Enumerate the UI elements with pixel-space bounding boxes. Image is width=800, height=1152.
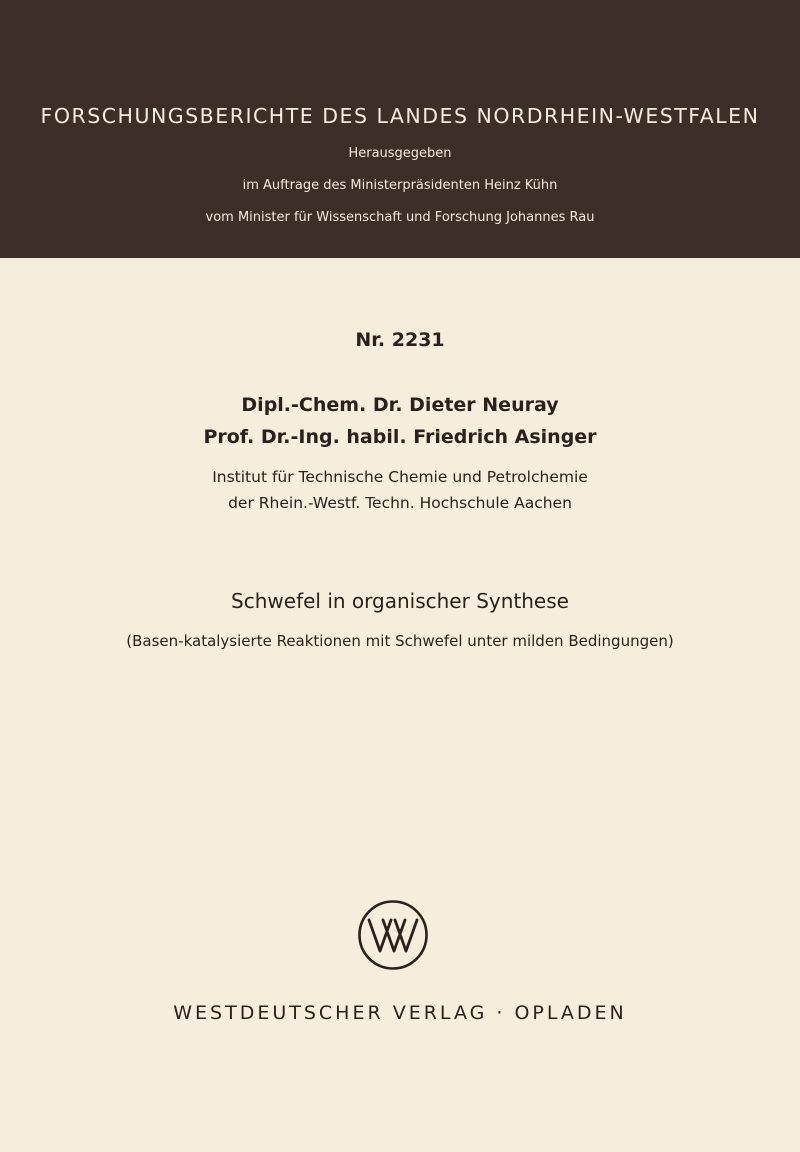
editor-line: Herausgegeben — [348, 146, 452, 161]
publisher-name: WESTDEUTSCHER VERLAG · OPLADEN — [173, 1002, 627, 1024]
minister-line: vom Minister für Wissenschaft und Forschung Johannes Rau — [205, 210, 595, 225]
book-subtitle: (Basen-katalysierte Reaktionen mit Schwefel unter milden Bedingungen) — [126, 632, 674, 650]
institute-line-2: der Rhein.-Westf. Techn. Hochschule Aachen — [228, 494, 572, 512]
ww-circle-logo-icon — [357, 899, 429, 971]
author-1: Dipl.-Chem. Dr. Dieter Neuray — [241, 394, 559, 416]
volume-number: Nr. 2231 — [355, 329, 445, 351]
book-title: Schwefel in organischer Synthese — [231, 589, 569, 613]
author-2: Prof. Dr.-Ing. habil. Friedrich Asinger — [203, 426, 597, 448]
header-band — [0, 0, 800, 258]
institute-line-1: Institut für Technische Chemie und Petrolchemie — [212, 468, 588, 486]
commission-line: im Auftrage des Ministerpräsidenten Heinz Kühn — [242, 178, 558, 193]
series-title: FORSCHUNGSBERICHTE DES LANDES NORDRHEIN-WESTFALEN — [40, 104, 760, 128]
